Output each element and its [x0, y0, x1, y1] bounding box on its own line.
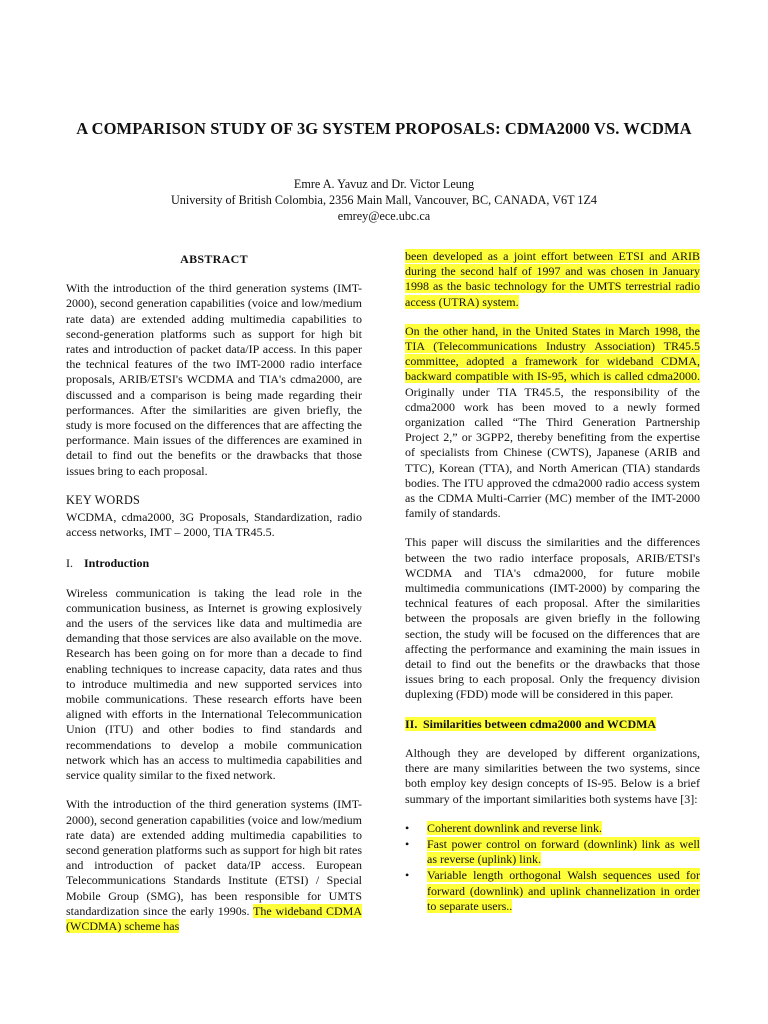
right-paragraph-2: [405, 324, 700, 522]
bullet-icon: •: [405, 836, 410, 851]
section-2-heading: [405, 717, 700, 732]
highlighted-text: Fast power control on forward (downlink) link as well as reverse (uplink) link.: [427, 836, 700, 867]
highlighted-text: been developed as a joint effort between ETSI and ARIB during the second half of 1997 and was chosen in January 1998 as the basic technology for the UMTS terrestrial radio access (UTRA) system.: [405, 249, 700, 309]
highlighted-text: Variable length orthogonal Walsh sequences used for forward (downlink) and uplink channelization in order to separate users..: [427, 868, 700, 913]
section-1-heading: [66, 556, 362, 571]
right-paragraph-2-text: Originally under TIA TR45.5, the responsibility of the cdma2000 work has been moved to a newly formed organization called “The Third Generation Partnership Project 2,” or 3GPP2, thereby benefiting from the expertise of specialists from Chinese (CWTS), Japanese (ARIB and TTC), Korean (TTA), and North American (TIA) standards bodies. The ITU approved the cdma2000 radio access system as the CDMA Multi-Carrier (MC) member of the IMT-2000 family of standards.: [405, 384, 700, 521]
list-item: [405, 821, 700, 836]
right-paragraph-3: This paper will discuss the similarities and the differences between the two radio interface proposals, ARIB/ETSI's WCDMA and TIA's cdma2000, for future mobile multimedia communications (IMT-2000) by comparing the technical features of each proposal. After the similarities between the proposals are given briefly in the following section, the study will be focused on the differences that are affecting the performance and examining the main issues in detail to find out the benefits or the drawbacks that those issues bring to each proposal. Only the frequency division duplexing (FDD) mode will be considered in this paper.: [405, 535, 700, 702]
author-block: [60, 176, 708, 224]
section-1-paragraph-1: Wireless communication is taking the lead role in the communication business, as Internet is growing explosively and the users of the services like data and multimedia are demanding that those services are also available on the move. Research has been going on for more than a decade to find enabling techniques to increase capacity, data rates and thus to introduce multimedia and new supported services into mobile communications. These research efforts have been aligned with efforts in the International Telecommunication Union (ITU) and other bodies to find standards and recommendations to develop a mobile communication network which has an access to multimedia capabilities and service quality similar to the fixed network.: [66, 585, 362, 783]
highlighted-text: Coherent downlink and reverse link.: [427, 820, 602, 835]
section-2-number: II.: [405, 716, 418, 731]
right-column: [405, 249, 700, 915]
section-2-title: Similarities between cdma2000 and WCDMA: [423, 716, 657, 731]
author-affiliation: University of British Colombia, 2356 Main Mall, Vancouver, BC, CANADA, V6T 1Z4: [170, 193, 598, 207]
bullet-icon: •: [405, 868, 410, 883]
left-column: [66, 252, 362, 948]
section-1-paragraph-2-text: With the introduction of the third generation systems (IMT-2000), second generation capabilities (voice and low/medium rate data) are extended adding multimedia capabilities to second generation platforms such as support for high bit rates and introduction of packet data/IP access. European Telecommunications Standards Institute (ETSI) / Special Mobile Group (SMG), has been responsible for UMTS standardization since the early 1990s.: [66, 797, 362, 918]
section-1-number: I.: [66, 556, 73, 571]
paper-title: A COMPARISON STUDY OF 3G SYSTEM PROPOSALS: CDMA2000 VS. WCDMA: [76, 119, 692, 138]
highlighted-text: The wideband CDMA (WCDMA) scheme has: [66, 903, 362, 933]
bullet-icon: •: [405, 820, 410, 835]
keywords-heading: KEY WORDS: [66, 492, 141, 507]
section-1-paragraph-2: [66, 797, 362, 934]
section-2-paragraph-1: Although they are developed by different organizations, there are many similarities between the two systems, since both employ key design concepts of IS-95. Below is a brief summary of the important similarities both systems have [3]:: [405, 745, 700, 806]
abstract-text: With the introduction of the third generation systems (IMT-2000), second generation capabilities (voice and low/medium rate data) are extended adding multimedia capabilities to second-generation platforms such as support for high bit rates and introduction of packet data/IP access. In this paper the technical features of the two IMT-2000 radio interface proposals, ARIB/ETSI's WCDMA and TIA's cdma2000, are discussed and a comparison is being made regarding their performances. After the similarities are given briefly, the study is more focused on the differences that are affecting the performance. Main issues of the differences are examined in detail to find out the benefits or the drawbacks that those issues bring to each proposal.: [66, 281, 362, 478]
similarities-list: [405, 821, 700, 914]
keywords-text: WCDMA, cdma2000, 3G Proposals, Standardization, radio access networks, IMT – 2000, TIA TR45.5.: [66, 510, 362, 540]
highlighted-text: On the other hand, in the United States in March 1998, the TIA (Telecommunications Industry Association) TR45.5 committee, adopted a framework for wideband CDMA, backward compatible with IS-95, which is called cdma2000.: [405, 323, 700, 384]
section-2-heading-highlight: [405, 717, 656, 731]
abstract-heading: ABSTRACT: [180, 252, 248, 266]
list-item: [405, 868, 700, 914]
section-1-title: Introduction: [84, 556, 150, 571]
list-item: [405, 837, 700, 867]
author-names: Emre A. Yavuz and Dr. Victor Leung: [293, 177, 475, 191]
author-email: emrey@ece.ubc.ca: [337, 209, 431, 223]
right-paragraph-1: [405, 249, 700, 310]
